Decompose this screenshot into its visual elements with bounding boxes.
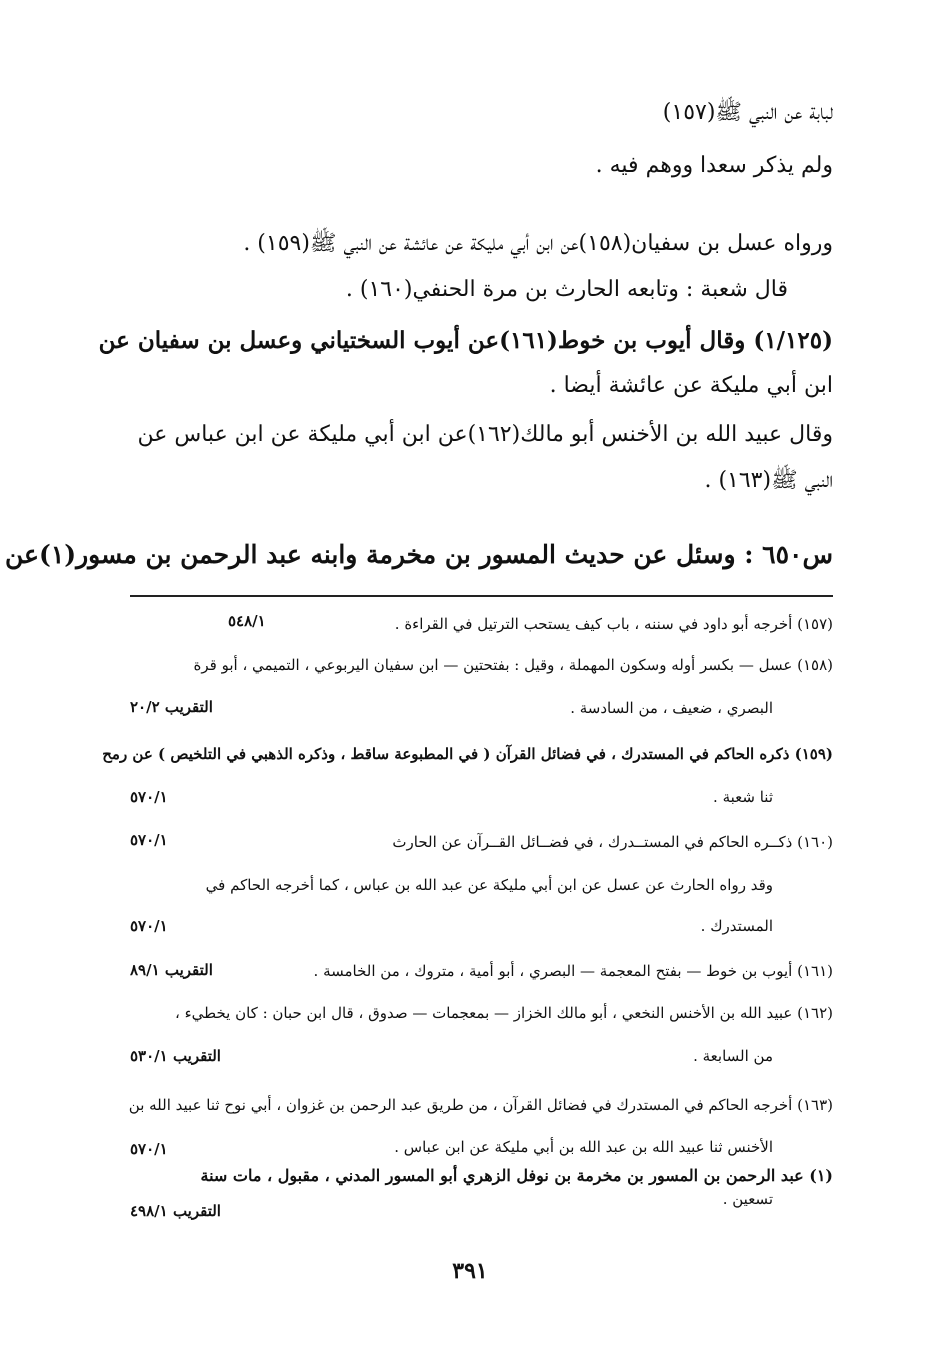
- body-line-3: ورواه عسل بن سفيان(١٥٨)عن ابن أبي مليكة عن عائشة عن النبي ﷺ(١٥٩) .: [243, 231, 833, 256]
- section-heading: س٦٥٠ : وسئل عن حديث المسور بن مخرمة وابنه عبد الرحمن بن مسور(١)عن: [5, 540, 833, 569]
- body-line-8: النبي ﷺ(١٦٣) .: [704, 468, 833, 493]
- footnote-159-ref: ٥٧٠/١: [130, 788, 168, 806]
- page-number: ٣٩١: [452, 1258, 488, 1284]
- body-line-2: ولم يذكر سعدا ووهم فيه .: [595, 153, 833, 178]
- footnote-163-line-2: الأخنس ثنا عبيد الله بن عبد الله بن أبي مليكة عن ابن عباس .: [394, 1138, 773, 1156]
- footnote-162-ref: التقريب ٥٣٠/١: [130, 1047, 221, 1065]
- footnote-163-ref: ٥٧٠/١: [130, 1140, 168, 1158]
- footnote-158-line-1: (١٥٨) عسل — بكسر أوله وسكون المهملة ، وقيل : بفتحتين — ابن سفيان اليربوعي ، التميمي ، أبو قرة: [193, 656, 833, 674]
- footnote-1-ref: التقريب ٤٩٨/١: [130, 1202, 221, 1220]
- footnote-160-line-2: وقد رواه الحارث عن عسل عن ابن أبي مليكة عن عبد الله بن عباس ، كما أخرجه الحاكم في: [205, 876, 773, 894]
- body-line-6: ابن أبي مليكة عن عائشة أيضا .: [549, 373, 833, 398]
- footnote-1-line-1: (١) عبد الرحمن بن المسور بن مخرمة بن نوفل الزهري أبو المسور المدني ، مقبول ، مات سنة: [200, 1166, 833, 1185]
- footnote-161-ref: التقريب ٨٩/١: [130, 961, 213, 979]
- footnote-160-line-1: (١٦٠) ذكــره الحاكم في المستــدرك ، في فضــائل القــرآن عن الحارث: [392, 833, 833, 851]
- body-line-4: قال شعبة : وتابعه الحارث بن مرة الحنفي(١٦٠) .: [345, 277, 788, 302]
- footnote-160-line-3: المستدرك .: [700, 917, 773, 935]
- footnote-159-line-1: (١٥٩) ذكره الحاكم في المستدرك ، في فضائل القرآن ( في المطبوعة ساقط ، وذكره الذهبي في التلخيص ) عن رمح: [102, 745, 833, 763]
- footnote-162-line-2: من السابعة .: [693, 1047, 773, 1065]
- footnote-157: (١٥٧) أخرجه أبو داود في سننه ، باب كيف يستحب الترتيل في القراءة .: [394, 615, 833, 633]
- footnote-1-line-2: تسعين .: [722, 1190, 773, 1208]
- footnote-163-line-1: (١٦٣) أخرجه الحاكم في المستدرك في فضائل القرآن ، من طريق عبد الرحمن بن غزوان ، أبي نوح ثنا عبيد الله بن: [128, 1096, 833, 1114]
- footnote-157-ref: ٥٤٨/١: [228, 612, 266, 630]
- footnote-159-line-2: ثنا شعبة .: [713, 788, 773, 806]
- footnote-158-ref: التقريب ٢٠/٢: [130, 698, 213, 716]
- footnote-161: (١٦١) أيوب بن خوط — بفتح المعجمة — البصري ، أبو أمية ، متروك ، من الخامسة .: [313, 962, 833, 980]
- footnote-divider: [130, 595, 833, 597]
- body-line-7: وقال عبيد الله بن الأخنس أبو مالك(١٦٢)عن ابن أبي مليكة عن ابن عباس عن: [137, 422, 833, 447]
- footnote-158-line-2: البصري ، ضعيف ، من السادسة .: [570, 699, 773, 717]
- footnote-162-line-1: (١٦٢) عبيد الله بن الأخنس النخعي ، أبو مالك الخزاز — بمعجمات — صدوق ، قال ابن حبان : كان يخطيء ،: [174, 1004, 833, 1022]
- body-line-1: لبابة عن النبي ﷺ(١٥٧): [662, 100, 833, 125]
- body-line-5: (١/١٢٥) وقال أيوب بن خوط(١٦١)عن أيوب السختياني وعسل بن سفيان عن: [98, 327, 833, 354]
- footnote-160-ref: ٥٧٠/١: [130, 917, 168, 935]
- footnote-160-line-1-ref: ٥٧٠/١: [130, 831, 168, 849]
